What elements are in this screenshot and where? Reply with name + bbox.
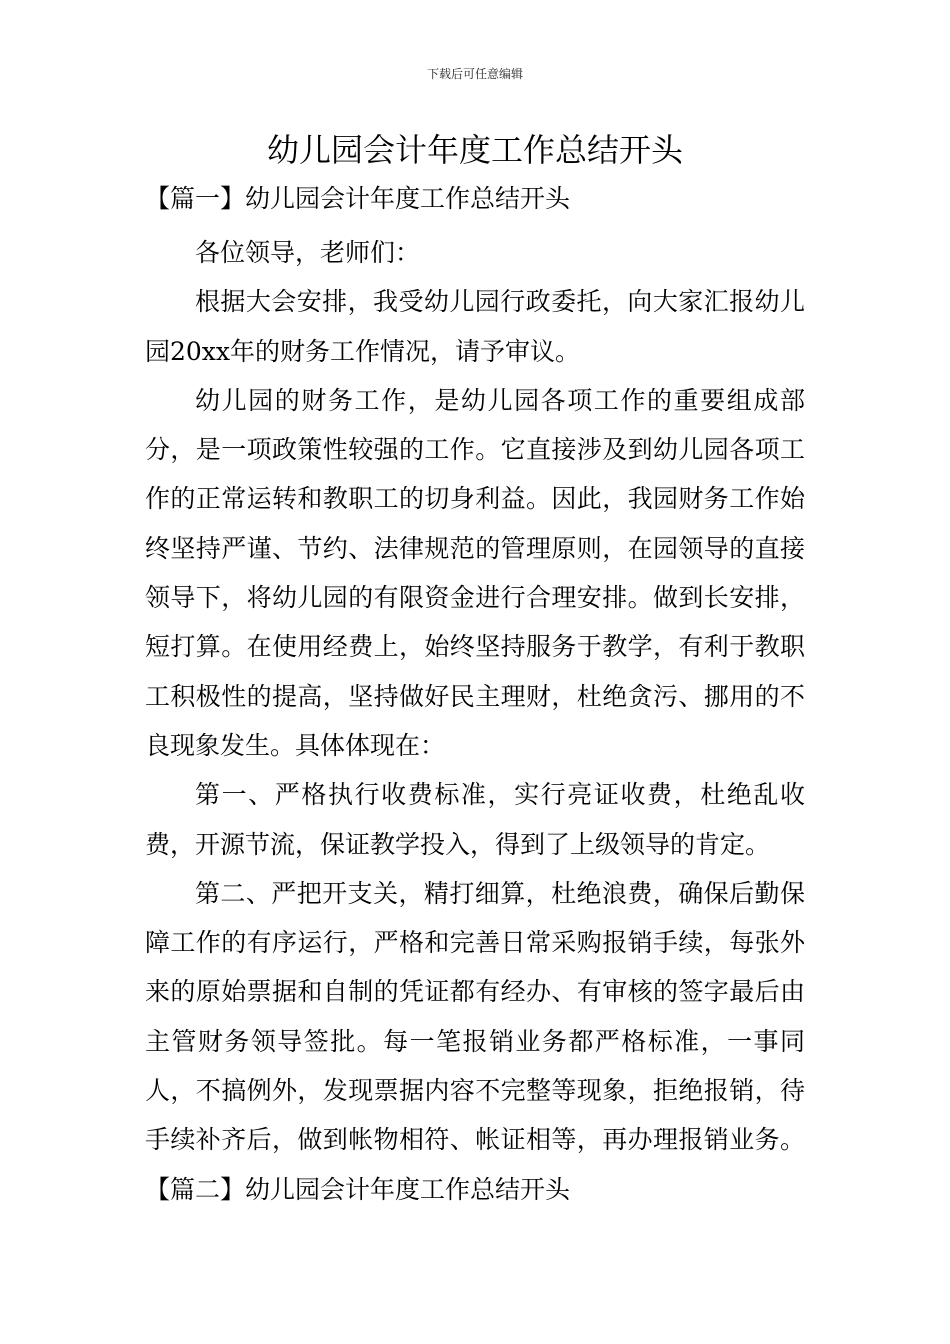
header-note: 下载后可任意编辑 — [426, 67, 523, 81]
section-heading: 【篇一】幼儿园会计年度工作总结开头 — [145, 184, 571, 213]
paragraph-greeting: 各位领导，老师们： — [195, 238, 421, 267]
document-title: 幼儿园会计年度工作总结开头 — [266, 131, 683, 169]
paragraph-overview: 幼儿园的财务工作，是幼儿园各项工作的重要组成部分，是一项政策性较强的工作。它直接涉及到幼儿园各项工作的正常运转和教职工的切身利益。因此，我园财务工作始终坚持严谨、节约、法律规范的管理原则，在园领导的直接领导下，将幼儿园的有限资金进行合理安排。做到长安排，短打算。在使用经费上，始终坚持服务于教学，有利于教职工积极性的提高，坚持做好民主理财，杜绝贪污、挪用的不良现象发生。具体体现在： — [145, 385, 805, 760]
document-body — [145, 228, 805, 1214]
paragraph-point-two: 第二、严把开支关，精打细算，杜绝浪费，确保后勤保障工作的有序运行，严格和完善日常采购报销手续，每张外来的原始票据和自制的凭证都有经办、有审核的签字最后由主管财务领导签批。每一笔报销业务都严格标准，一事同人，不搞例外，发现票据内容不完整等现象，拒绝报销，待手续补齐后，做到帐物相符、帐证相等，再办理报销业务。【篇二】幼儿园会计年度工作总结开头 — [145, 878, 805, 1204]
paragraph-intro: 根据大会安排，我受幼儿园行政委托，向大家汇报幼儿园20xx年的财务工作情况，请予审议。 — [145, 287, 805, 366]
paragraph-point-one: 第一、严格执行收费标准，实行亮证收费，杜绝乱收费，开源节流，保证教学投入，得到了上级领导的肯定。 — [145, 780, 805, 859]
